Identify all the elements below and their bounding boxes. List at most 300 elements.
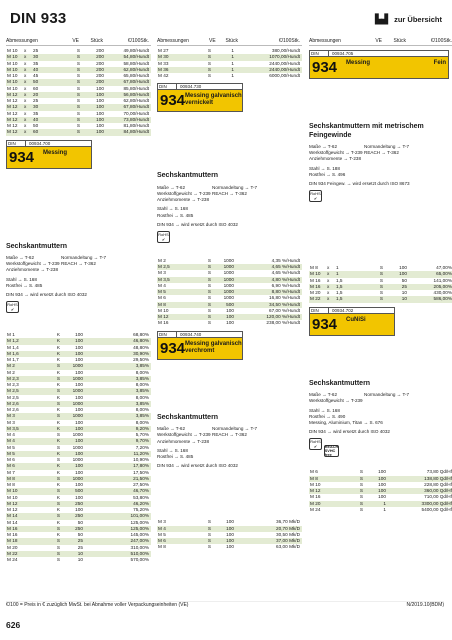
table-cell: S xyxy=(56,557,60,563)
link-anzieh[interactable]: Anziehmomente → T-238 xyxy=(309,156,362,162)
table-cell: M 12 xyxy=(158,314,169,320)
table-cell: 46,70% xyxy=(133,488,149,494)
rohs-badge: RoHS ✔ xyxy=(7,302,18,313)
table-cell: x xyxy=(327,277,330,283)
table-cell: M 10 xyxy=(7,79,18,85)
table-cell: K xyxy=(56,407,60,413)
table-cell: 2440,00/Hundt xyxy=(269,60,300,66)
table-cell: S xyxy=(207,257,211,263)
table-cell: 100 xyxy=(75,507,83,513)
table-cell: 100 xyxy=(75,394,83,400)
table-cell: 1000 xyxy=(72,400,83,406)
table-cell: 25 xyxy=(77,538,83,544)
table-cell: M 10 xyxy=(7,488,18,494)
info-block xyxy=(157,185,302,228)
table-cell: 56,80/Hundt xyxy=(123,91,149,97)
table-cell: 1,5 xyxy=(336,283,343,289)
table-cell: 17,80% xyxy=(133,463,149,469)
link-anzieh[interactable]: Anziehmomente → T-238 xyxy=(6,267,59,273)
link-werkstoff[interactable]: Werkstoffgewicht → T-239 xyxy=(309,398,363,404)
table-cell: K xyxy=(56,394,60,400)
table-cell: M 3 xyxy=(158,519,166,525)
table-cell: 84,80/Hundt xyxy=(123,129,149,135)
table-cell: 1000 xyxy=(223,264,234,270)
table-cell: 100 xyxy=(96,98,104,103)
table-cell: 62,80/Hundt xyxy=(123,66,149,72)
table-cell: 10,90% xyxy=(133,457,149,463)
table-cell: 30,50 Mk/D xyxy=(276,531,300,537)
table-cell: M 8 xyxy=(158,544,166,550)
table-cell: 100 xyxy=(75,357,83,363)
table-cell: 1 xyxy=(231,73,234,78)
table-cell: 53,80% xyxy=(133,494,149,500)
table-cell: 100 xyxy=(75,344,83,350)
table-cell: x xyxy=(327,290,330,296)
link-masse[interactable]: Maße → T-62 xyxy=(157,184,185,190)
table-cell: M 6 xyxy=(7,457,15,463)
table-cell: M 10 xyxy=(7,54,18,60)
table-cell: 8,00% xyxy=(135,419,149,425)
link-stahl[interactable]: Stahl → S. 188 xyxy=(309,165,340,171)
table-cell: S xyxy=(207,525,211,531)
link-norm[interactable]: Normandeltung → T-7 xyxy=(61,255,107,260)
table-cell: 200 xyxy=(96,66,104,72)
table-cell: 100 xyxy=(75,369,83,375)
table-cell: 1000 xyxy=(72,375,83,381)
table-cell: 50 xyxy=(401,277,407,283)
link-anzieh[interactable]: Anziehmomente → T-238 xyxy=(157,197,210,203)
table-row xyxy=(6,557,151,563)
table-cell: M 10 xyxy=(7,60,18,66)
table-cell: M 10 xyxy=(310,481,321,487)
table-cell: S xyxy=(207,54,211,60)
check-icon: ✔ xyxy=(313,196,318,202)
table-cell: M 24 xyxy=(7,557,18,563)
table-cell: K xyxy=(56,350,60,356)
table-cell: 37,00 Mk/D xyxy=(276,538,300,544)
link-rostfrei[interactable]: Rostfrei → S. 490 xyxy=(309,413,346,419)
link-anzieh[interactable]: Anziehmomente → T-238 xyxy=(157,438,210,444)
table-cell: M 12 xyxy=(7,116,18,122)
table-cell: 100 xyxy=(378,488,386,494)
link-norm[interactable]: Normandeltung → T-7 xyxy=(364,144,410,149)
din-label: DIN xyxy=(158,332,177,337)
link-stahl[interactable]: Stahl → S. 168 xyxy=(157,206,188,212)
table-cell: 1000 xyxy=(223,295,234,301)
table-cell: S xyxy=(359,494,363,500)
table-cell: M 12 xyxy=(7,129,18,135)
table-cell: 125,00% xyxy=(130,525,149,531)
table-cell: 17,50% xyxy=(133,469,149,475)
table-cell: K xyxy=(56,494,60,500)
table-cell: S xyxy=(56,400,60,406)
din-number: 934 xyxy=(312,59,338,76)
table-cell: 27,50% xyxy=(133,482,149,488)
product-image xyxy=(309,79,452,119)
table-cell: 1000 xyxy=(72,388,83,394)
link-werkstoff[interactable]: Werkstoffgewicht → T-239 xyxy=(309,150,363,156)
table-cell: K xyxy=(56,425,60,431)
link-rostfrei[interactable]: Rostfrei → S. 496 xyxy=(309,171,346,177)
table-cell: M 8 xyxy=(7,482,15,488)
product-image xyxy=(6,169,151,239)
table-cell: 100 xyxy=(75,407,83,413)
replace-note: DIN 934 Feingew. → wird ersetzt durch ISO 8673 xyxy=(309,181,410,187)
table-cell: 50 xyxy=(77,532,83,538)
table-cell: 10 xyxy=(401,290,407,296)
table-cell: K xyxy=(56,357,60,363)
table-cell: 1000 xyxy=(72,444,83,450)
table-cell: 65,00% xyxy=(436,271,452,277)
table-cell: 4,65 %/Hundt xyxy=(271,270,300,276)
table-cell: 250 xyxy=(75,525,83,531)
table-cell: M 20 xyxy=(310,500,321,506)
table-cell: 205,00% xyxy=(433,283,452,289)
table-cell: S xyxy=(379,290,383,296)
table-cell: 29,50% xyxy=(133,357,149,363)
table-cell: x xyxy=(327,296,330,302)
table-cell: S xyxy=(76,85,80,91)
table-cell: 141,00% xyxy=(433,277,452,283)
table-cell: 100 xyxy=(399,271,407,277)
table-cell: M 1 xyxy=(7,332,15,338)
table-cell: 1000 xyxy=(223,282,234,288)
link-masse[interactable]: Maße → T-62 xyxy=(309,392,337,398)
table-cell: M 22 xyxy=(7,550,18,556)
table-cell: 7,20% xyxy=(135,444,149,450)
table-cell: 100 xyxy=(75,469,83,475)
table-cell: S xyxy=(76,123,80,128)
table-cell: M 14 xyxy=(7,513,18,519)
table-cell: 247,00% xyxy=(130,538,149,544)
table-cell: S xyxy=(207,48,211,53)
table-cell: S xyxy=(56,432,60,438)
table-cell: K xyxy=(56,450,60,456)
table-cell: 120,00 %/Hundt xyxy=(266,314,300,320)
link-rostfrei[interactable]: Rostfrei → S. 485 xyxy=(157,454,194,460)
table-cell: K xyxy=(56,369,60,375)
table-cell: M 6 xyxy=(7,463,15,469)
table-cell: S xyxy=(56,525,60,531)
table-cell: M 2,6 xyxy=(7,407,19,413)
table-cell: 9,20% xyxy=(135,425,149,431)
link-reach[interactable]: REACH → T-362 xyxy=(212,432,247,438)
table-cell: 63,00 Mk/D xyxy=(276,544,300,550)
table-row xyxy=(309,296,452,302)
table-cell: M 14 xyxy=(7,519,18,525)
table-cell: 48,80% xyxy=(133,344,149,350)
table-cell: 8,80 %/Hundt xyxy=(271,289,300,295)
overview-label: zur Übersicht xyxy=(394,14,442,24)
link-werkstoff[interactable]: Werkstoffgewicht → T-239 xyxy=(157,190,211,196)
din-number: 934 xyxy=(160,92,186,110)
price-table-2 xyxy=(6,332,151,563)
table-cell: 100 xyxy=(75,482,83,488)
link-werkstoff[interactable]: Werkstoffgewicht → T-239 xyxy=(157,432,211,438)
link-masse[interactable]: Maße → T-62 xyxy=(309,144,337,149)
table-cell: S xyxy=(76,48,80,53)
table-cell: 100 xyxy=(96,85,104,91)
link-norm[interactable]: Normandeltung → T-7 xyxy=(364,392,410,398)
article-code: 00934.700 xyxy=(29,140,51,146)
table-cell: 8,00% xyxy=(135,369,149,375)
page-header xyxy=(0,0,452,34)
table-cell: S xyxy=(207,320,211,326)
table-cell: S xyxy=(76,110,80,116)
table-cell: M 1,6 xyxy=(7,350,19,356)
overview-link[interactable] xyxy=(375,14,442,24)
link-rostfrei[interactable]: Rostfrei → S. 485 xyxy=(157,212,194,218)
table-cell: 250 xyxy=(75,513,83,519)
table-cell: S xyxy=(207,289,211,295)
table-cell: 100 xyxy=(226,544,234,550)
table-cell: S xyxy=(56,388,60,394)
info-block xyxy=(157,426,302,469)
table-cell: 40 xyxy=(33,116,39,122)
link-stahl[interactable]: Stahl → S. 168 xyxy=(309,407,340,413)
din-label: DIN xyxy=(158,84,177,89)
link-stahl[interactable]: Stahl → S. 168 xyxy=(6,276,37,282)
table-cell: 4,65 %/Hundt xyxy=(271,264,300,270)
table-cell: 1 xyxy=(336,271,339,277)
link-other-materials[interactable]: Messing, Aluminium, Titan → S. 676 xyxy=(309,420,383,426)
table-cell: x xyxy=(327,271,330,277)
link-reach[interactable]: REACH → T-362 xyxy=(364,150,399,156)
table-cell: 500 xyxy=(75,488,83,494)
table-cell: 6000,00/Hundt xyxy=(269,73,300,78)
table-cell: S xyxy=(359,481,363,487)
table-cell: M 5 xyxy=(7,444,15,450)
table-cell: 228,80 Qd/Hf xyxy=(424,481,452,487)
table-cell: 570,00% xyxy=(130,557,149,563)
table-cell: 100 xyxy=(75,463,83,469)
replace-note: DIN 934 → wird ersetzt durch ISO 4032 xyxy=(6,292,87,298)
table-cell: 1070,00/Hundt xyxy=(269,54,300,60)
table-cell: 30 xyxy=(33,104,39,110)
table-cell: 2440,00/Hundt xyxy=(269,66,300,72)
table-cell: 67,80/Hundt xyxy=(123,104,149,110)
table-cell: 1 xyxy=(383,506,386,512)
product-image xyxy=(157,360,302,410)
table-cell: 1 xyxy=(231,54,234,60)
table-cell: 100 xyxy=(226,525,234,531)
table-cell: M 16 xyxy=(310,494,321,500)
table-cell: 1000 xyxy=(72,363,83,369)
table-cell: M 2 xyxy=(7,369,15,375)
table-cell: M 12 xyxy=(7,91,18,97)
table-cell: M 16 xyxy=(7,525,18,531)
link-reach[interactable]: REACH → T-362 xyxy=(61,261,96,267)
table-cell: M 4 xyxy=(7,432,15,438)
info-block xyxy=(309,392,452,435)
table-cell: 50 xyxy=(33,123,39,128)
table-cell: S xyxy=(207,314,211,320)
table-cell: x xyxy=(24,116,27,122)
table-cell: 100 xyxy=(96,129,104,135)
link-norm[interactable]: Normandeltung → T-7 xyxy=(212,426,258,432)
section-title: Sechskantmuttern xyxy=(157,172,219,180)
table-cell: 200 xyxy=(96,54,104,60)
table-cell: S xyxy=(76,60,80,66)
table-cell: M 10 xyxy=(158,307,169,313)
table-cell: M 6 xyxy=(158,295,166,301)
table-cell: 3,85% xyxy=(135,413,149,419)
table-cell: M 12 xyxy=(310,488,321,494)
table-cell: M 42 xyxy=(158,73,169,78)
table-cell: 67,80/Hundt xyxy=(123,79,149,85)
table-cell: 100 xyxy=(75,382,83,388)
page-footer xyxy=(6,601,444,608)
table-cell: M 16 xyxy=(7,532,18,538)
table-cell: 100 xyxy=(75,338,83,344)
table-cell: M 12 xyxy=(7,123,18,128)
footnote: €/100 = Preis in € zuzüglich MwSt. bei Abnahme voller Verpackungseinheiten (VE) xyxy=(6,602,189,608)
table-cell: 25 xyxy=(33,48,39,53)
table-cell: 73,80 Qd/Hf xyxy=(426,469,452,475)
table-cell: 36,70 Mk/D xyxy=(276,519,300,525)
table-cell: M 16 xyxy=(310,277,321,283)
table-cell: 10 xyxy=(77,550,83,556)
table-cell: S xyxy=(379,296,383,302)
link-stahl[interactable]: Stahl → S. 168 xyxy=(157,447,188,453)
table-cell: 1 xyxy=(231,66,234,72)
table-cell: 100 xyxy=(75,494,83,500)
table-cell: 3,85% xyxy=(135,400,149,406)
table-cell: S xyxy=(76,79,80,85)
table-cell: S xyxy=(56,475,60,481)
link-masse[interactable]: Maße → T-62 xyxy=(157,426,185,432)
table-cell: x xyxy=(24,85,27,91)
table-cell: M 8 xyxy=(7,475,15,481)
table-cell: x xyxy=(24,73,27,78)
table-cell: 1000 xyxy=(223,276,234,282)
table-cell: S xyxy=(56,457,60,463)
table-cell: M 6 xyxy=(310,469,318,475)
table-cell: 50 xyxy=(33,79,39,85)
table-cell: 67,00 %/Hundt xyxy=(268,307,300,313)
table-cell: S xyxy=(207,544,211,550)
material-name: Messing xyxy=(346,60,371,66)
table-cell: 100 xyxy=(378,494,386,500)
table-cell: 68,80% xyxy=(133,332,149,338)
table-cell: 100 xyxy=(75,419,83,425)
home-icon: ▙▟ xyxy=(375,14,387,24)
page-number: 626 xyxy=(6,620,21,630)
table-cell: M 36 xyxy=(158,66,169,72)
table-cell: 100 xyxy=(96,110,104,116)
rohs-badge: RoHS ✔ xyxy=(310,191,321,202)
table-cell: S xyxy=(207,295,211,301)
table-cell: S xyxy=(76,98,80,103)
table-cell: M 2,3 xyxy=(7,382,19,388)
table-cell: M 10 xyxy=(7,66,18,72)
table-cell: S xyxy=(76,116,80,122)
article-code: 00934.740 xyxy=(180,331,202,337)
link-reach[interactable]: REACH → T-362 xyxy=(212,190,247,196)
table-cell: 100 xyxy=(226,538,234,544)
product-box-934-702 xyxy=(309,307,395,336)
table-cell: 49,80/Hundt xyxy=(123,48,149,53)
table-cell: x xyxy=(24,79,27,85)
column-3 xyxy=(309,38,452,513)
table-cell: 100 xyxy=(75,425,83,431)
table-cell: 380,00/Hundt xyxy=(271,48,300,53)
table-cell: M 1,4 xyxy=(7,344,19,350)
table-cell: S xyxy=(56,375,60,381)
table-cell: 40 xyxy=(33,66,39,72)
table-cell: 65,80/Hundt xyxy=(123,73,149,78)
product-image xyxy=(157,112,302,168)
table-cell: 25 xyxy=(401,283,407,289)
table-cell: M 2,3 xyxy=(7,375,19,381)
table-cell: M 2,5 xyxy=(7,388,19,394)
table-cell: 75,20% xyxy=(133,507,149,513)
table-cell: 200 xyxy=(96,73,104,78)
table-cell: M 12 xyxy=(7,110,18,116)
table-cell: M 20 xyxy=(7,544,18,550)
table-cell: K xyxy=(56,507,60,513)
section-title: Sechskantmuttern xyxy=(309,379,371,387)
table-cell: M 8 xyxy=(310,265,318,271)
table-cell: 586,00% xyxy=(433,296,452,302)
article-code: 00934.705 xyxy=(332,51,354,56)
table-cell: S xyxy=(379,265,383,271)
table-cell: 1 xyxy=(231,48,234,53)
table-cell: 1 xyxy=(383,500,386,506)
table-cell: K xyxy=(56,519,60,525)
table-row xyxy=(6,129,151,135)
check-icon: ✔ xyxy=(10,307,15,313)
table-cell: 100 xyxy=(75,450,83,456)
din-label: DIN xyxy=(310,308,329,313)
link-norm[interactable]: Normandeltung → T-7 xyxy=(212,184,258,190)
table-cell: x xyxy=(24,129,27,135)
table-cell: 1 xyxy=(336,265,339,271)
table-cell: 100 xyxy=(226,320,234,326)
link-masse[interactable]: Maße → T-62 xyxy=(6,255,34,260)
table-cell: 45 xyxy=(33,73,39,78)
table-cell: 3,85% xyxy=(135,388,149,394)
table-cell: S xyxy=(56,538,60,544)
table-cell: 20 xyxy=(33,91,39,97)
table-cell: 8,00% xyxy=(135,382,149,388)
link-werkstoff[interactable]: Werkstoffgewicht → T-239 xyxy=(6,261,60,267)
table-cell: 100 xyxy=(378,475,386,481)
table-cell: 1 xyxy=(231,60,234,66)
price-table-1 xyxy=(6,48,151,136)
table-cell: M 3 xyxy=(7,419,15,425)
table-cell: 238,00 %/Hundt xyxy=(266,320,300,326)
table-cell: M 3,5 xyxy=(7,425,19,431)
table-cell: M 10 xyxy=(7,494,18,500)
table-cell: S xyxy=(76,91,80,97)
table-cell: S xyxy=(76,54,80,60)
link-rostfrei[interactable]: Rostfrei → S. 485 xyxy=(6,282,43,288)
table-cell: 8,00% xyxy=(135,407,149,413)
table-cell: 85,80/Hundt xyxy=(123,85,149,91)
table-cell: S xyxy=(56,550,60,556)
table-cell: 1000 xyxy=(72,475,83,481)
fine-thread-tag: Fein xyxy=(433,60,446,66)
table-cell: 100 xyxy=(226,307,234,313)
table-cell: 510,00% xyxy=(130,550,149,556)
rohs-badge: RoHS ✔ xyxy=(158,231,169,242)
table-cell: 710,00 Qd/Hf xyxy=(424,494,452,500)
table-cell: S xyxy=(207,264,211,270)
table-cell: 11,20% xyxy=(133,450,149,456)
table-cell: 35 xyxy=(33,60,39,66)
table-cell: M 12 xyxy=(7,104,18,110)
